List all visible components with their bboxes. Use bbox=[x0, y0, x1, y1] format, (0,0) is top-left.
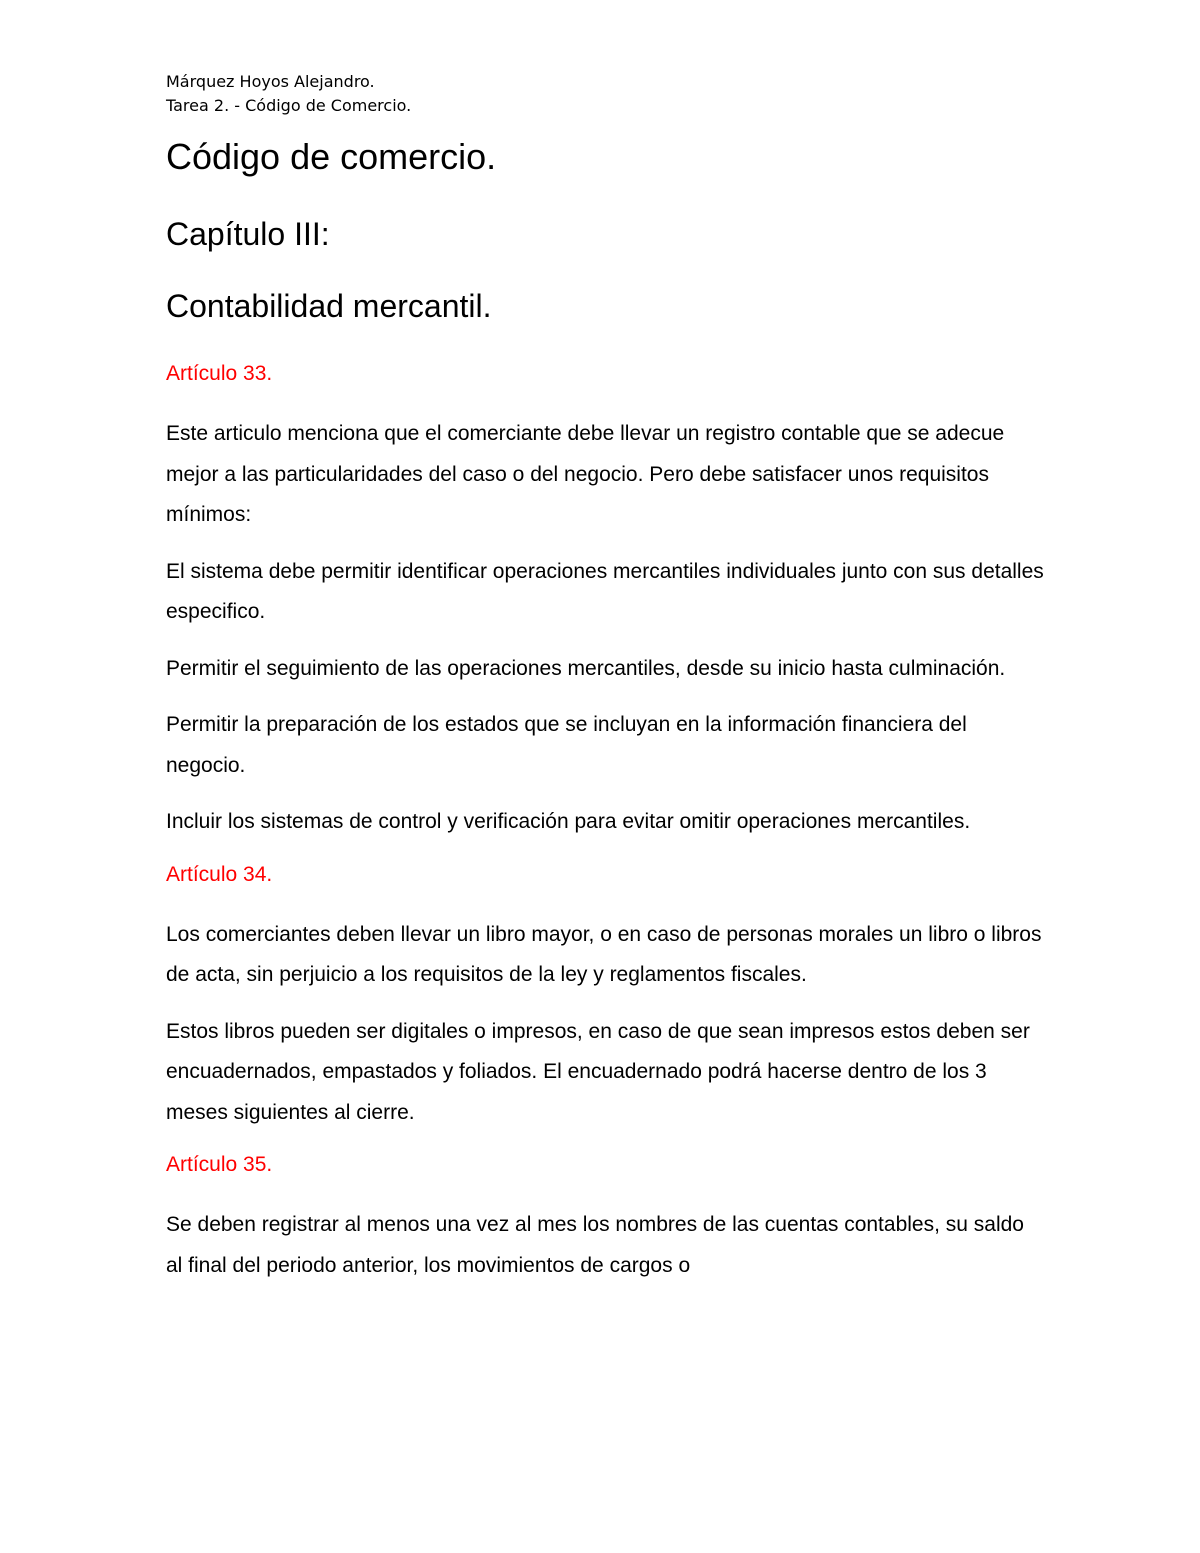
article-35 bbox=[166, 1149, 1046, 1286]
assignment-title: Tarea 2. - Código de Comercio. bbox=[166, 96, 412, 115]
article-33 bbox=[166, 358, 1046, 843]
document-title: Código de comercio. bbox=[166, 136, 497, 177]
article-paragraph: El sistema debe permitir identificar operaciones mercantiles individuales junto con sus detalles especifico. bbox=[166, 559, 1044, 623]
chapter-heading: Capítulo III: bbox=[166, 216, 330, 252]
article-paragraph: Se deben registrar al menos una vez al mes los nombres de las cuentas contables, su saldo al final del periodo anterior, los movimientos de cargos o bbox=[166, 1213, 1024, 1277]
article-paragraph: Incluir los sistemas de control y verificación para evitar omitir operaciones mercantiles. bbox=[166, 810, 971, 833]
article-paragraph: Permitir la preparación de los estados que se incluyan en la información financiera del negocio. bbox=[166, 713, 967, 777]
article-paragraph: Estos libros pueden ser digitales o impresos, en caso de que sean impresos estos deben ser encuadernados, empastados y foliados. El encuadernado podrá hacerse dentro de los 3 meses siguientes al cierre. bbox=[166, 1019, 1030, 1124]
document-content bbox=[166, 70, 1046, 1302]
article-paragraph: Este articulo menciona que el comerciante debe llevar un registro contable que se adecue mejor a las particularidades del caso o del negocio. Pero debe satisfacer unos requisitos mínimos: bbox=[166, 422, 1005, 526]
article-paragraph: Los comerciantes deben llevar un libro mayor, o en caso de personas morales un libro o libros de acta, sin perjuicio a los requisitos de la ley y reglamentos fiscales. bbox=[166, 922, 1042, 986]
article-heading: Artículo 35. bbox=[166, 1153, 273, 1176]
article-heading: Artículo 33. bbox=[166, 362, 273, 385]
article-heading: Artículo 34. bbox=[166, 862, 273, 886]
section-heading: Contabilidad mercantil. bbox=[166, 288, 492, 324]
author-name: Márquez Hoyos Alejandro. bbox=[166, 72, 375, 91]
article-34 bbox=[166, 859, 1046, 1134]
article-paragraph: Permitir el seguimiento de las operaciones mercantiles, desde su inicio hasta culminación. bbox=[166, 656, 1006, 680]
